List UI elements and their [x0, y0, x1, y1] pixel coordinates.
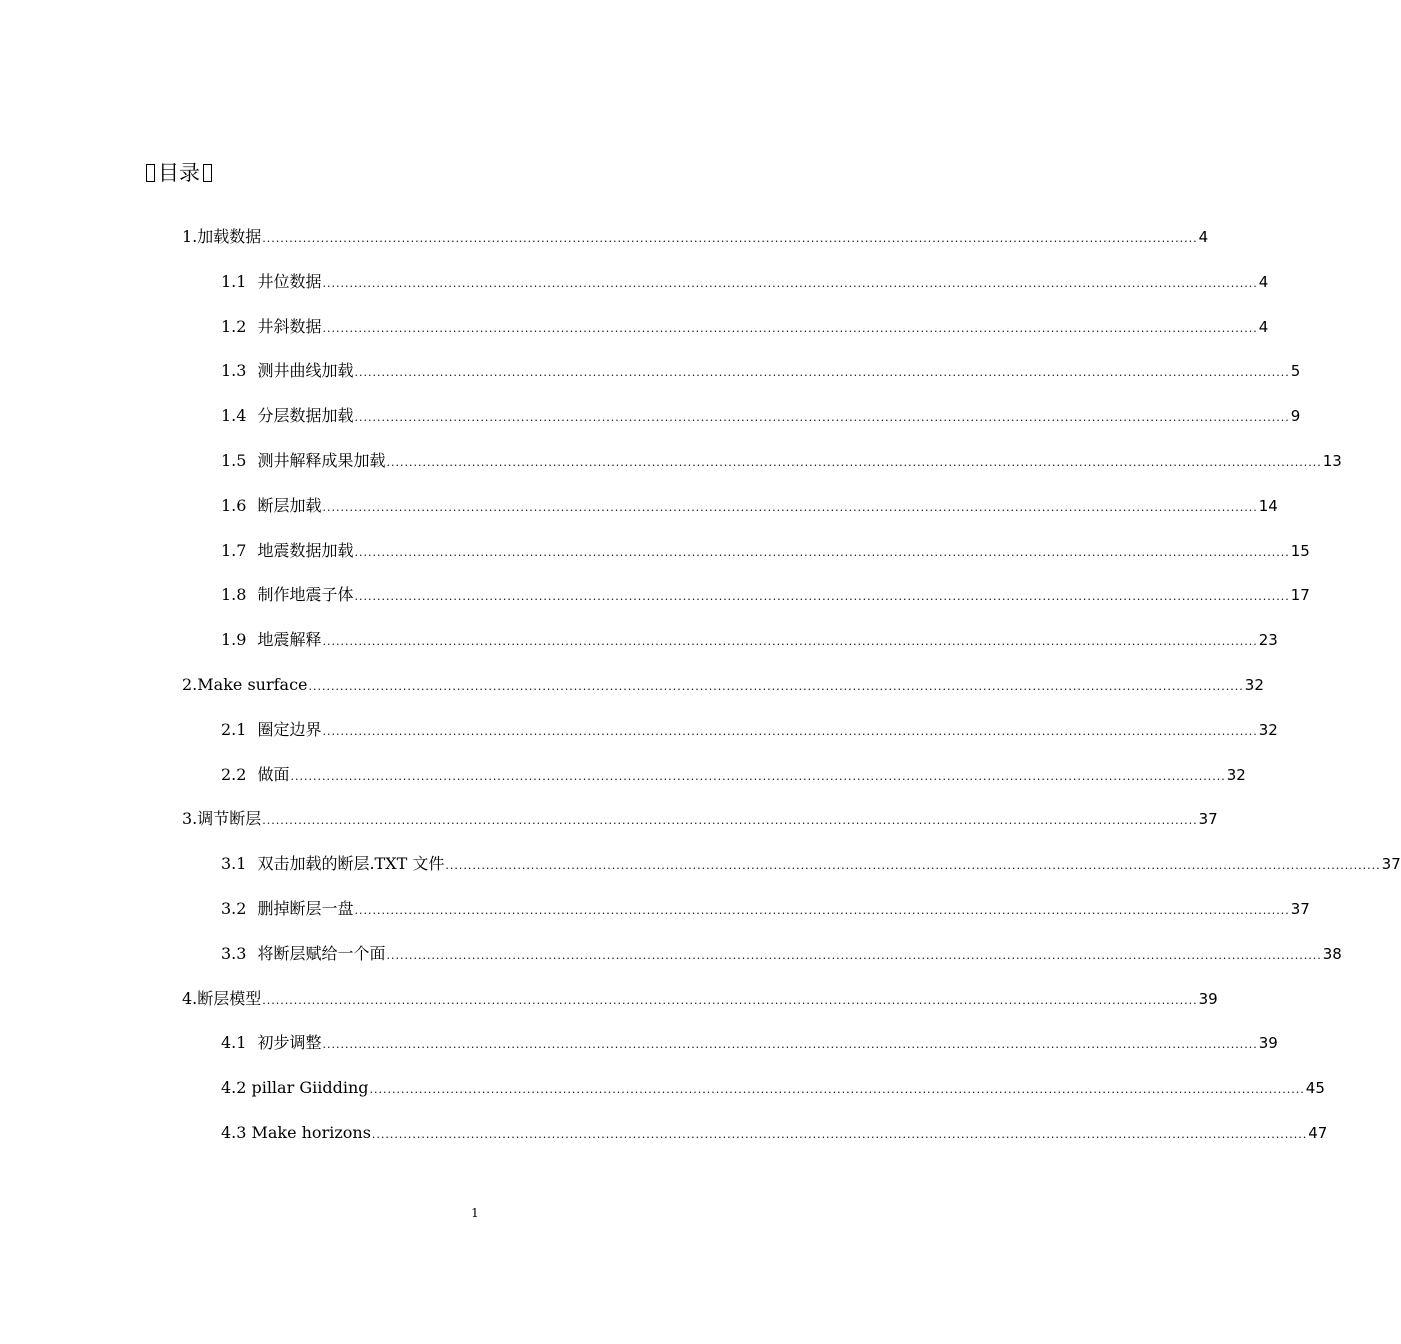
toc-entry-label: 分层数据加载	[257, 406, 354, 426]
toc-entry[interactable]	[221, 539, 1310, 565]
toc-entry-number: 4.2	[221, 1078, 247, 1098]
toc-entry-page: 32	[1226, 765, 1246, 784]
toc-entry-number: 4.3	[221, 1123, 247, 1142]
toc-entry[interactable]	[221, 942, 1342, 968]
toc-entry[interactable]	[221, 359, 1301, 385]
toc-entry-page: 15	[1290, 541, 1310, 560]
toc-entry-label: Make horizons	[251, 1123, 371, 1142]
toc-entry-number: 1.3	[221, 361, 247, 381]
toc-entry-page: 37	[1290, 900, 1310, 918]
toc-entry[interactable]	[221, 1121, 1328, 1147]
toc-entry-page: 38	[1322, 944, 1342, 963]
toc-entry-label: 井位数据	[257, 271, 322, 291]
toc-leader-dots: ................................................................................................................................................................................................................	[290, 769, 1226, 783]
toc-entry[interactable]	[182, 987, 1218, 1013]
toc-entry-label: 地震数据加载	[257, 540, 354, 560]
toc-entry[interactable]	[182, 673, 1264, 699]
toc-entry-label: 将断层赋给一个面	[257, 943, 386, 963]
toc-entry[interactable]	[221, 315, 1269, 341]
toc-entry-number: 3.1	[221, 854, 247, 874]
toc-entry-number: 1.1	[221, 271, 247, 291]
toc-entry-page: 17	[1290, 586, 1310, 605]
toc-entry-page: 37	[1198, 810, 1218, 829]
toc-entry-label: 测井解释成果加载	[257, 451, 386, 470]
toc-entry-label: 双击加载的断层.TXT 文件	[257, 854, 445, 874]
toc-entry[interactable]	[221, 1031, 1278, 1057]
toc-leader-dots: ................................................................................................................................................................................................................	[308, 680, 1244, 693]
toc-leader-dots: ................................................................................................................................................................................................................	[354, 411, 1290, 425]
toc-leader-dots: ................................................................................................................................................................................................................	[262, 993, 1198, 1007]
toc-leader-dots: ................................................................................................................................................................................................................	[354, 366, 1290, 380]
toc-entry[interactable]	[221, 718, 1278, 744]
toc-entry-label: 圈定边界	[257, 719, 322, 739]
page-number: 1	[471, 1206, 479, 1220]
toc-entry-number: 2.2	[221, 764, 247, 784]
toc-entry[interactable]	[182, 807, 1218, 833]
toc-entry-number: 4.1	[221, 1033, 247, 1053]
toc-entry-number: 1.8	[221, 585, 247, 605]
toc-entry[interactable]	[221, 583, 1310, 609]
toc-entry[interactable]	[221, 449, 1342, 475]
toc-entry-label: 测井曲线加载	[257, 361, 354, 381]
toc-entry-label: 加载数据	[197, 227, 262, 246]
toc-entry-page: 32	[1244, 676, 1264, 694]
toc-entry-number: 1.4	[221, 406, 247, 426]
toc-leader-dots: ................................................................................................................................................................................................................	[445, 859, 1381, 873]
toc-entry-number: 2.	[182, 675, 198, 694]
toc-entry-label: 调节断层	[197, 809, 262, 829]
toc-entry-page: 23	[1258, 631, 1278, 650]
toc-entry-label: 断层加载	[257, 495, 322, 515]
toc-entry-number: 1.5	[221, 451, 247, 470]
toc-entry-label: 制作地震子体	[257, 585, 354, 605]
toc-entry[interactable]	[221, 1076, 1325, 1102]
toc-entry-number: 3.	[182, 809, 198, 829]
toc-leader-dots: ................................................................................................................................................................................................................	[369, 1083, 1305, 1097]
toc-leader-dots: ................................................................................................................................................................................................................	[322, 1038, 1258, 1052]
toc-entry-label: Make surface	[197, 675, 308, 694]
toc-entry[interactable]	[221, 404, 1301, 430]
toc-entry-page: 45	[1305, 1079, 1325, 1098]
toc-entry-label: 地震解释	[257, 630, 322, 650]
toc-entry-label: 初步调整	[257, 1033, 322, 1053]
toc-entry-page: 47	[1308, 1124, 1328, 1142]
toc-leader-dots: ................................................................................................................................................................................................................	[386, 456, 1322, 469]
toc-entry-number: 1.2	[221, 316, 247, 336]
toc-entry-label: 做面	[257, 764, 290, 784]
toc-leader-dots: ................................................................................................................................................................................................................	[322, 321, 1258, 335]
toc-entry-label: 删掉断层一盘	[257, 899, 354, 918]
toc-entry-number: 1.6	[221, 495, 247, 515]
toc-entry-number: 1.9	[221, 630, 247, 650]
toc-entry[interactable]	[221, 852, 1401, 878]
toc-entry-label: 井斜数据	[257, 316, 322, 336]
toc-entry-number: 1.	[182, 227, 198, 246]
toc-entry-number: 4.	[182, 988, 198, 1008]
toc-entry-page: 4	[1198, 228, 1209, 246]
toc-entry-page: 39	[1198, 989, 1218, 1008]
toc-leader-dots: ................................................................................................................................................................................................................	[354, 904, 1290, 917]
toc-entry-page: 13	[1322, 452, 1342, 470]
toc-entry[interactable]	[221, 628, 1278, 654]
toc-entry-page: 4	[1258, 317, 1269, 336]
toc-entry-page: 9	[1290, 407, 1301, 426]
toc-entry-number: 1.7	[221, 540, 247, 560]
toc-entry-number: 3.3	[221, 943, 247, 963]
toc-entry-page: 4	[1258, 272, 1269, 291]
toc-leader-dots: ................................................................................................................................................................................................................	[322, 276, 1258, 290]
toc-entry-page: 5	[1290, 362, 1301, 381]
toc-entry-number: 3.2	[221, 899, 247, 918]
toc-entry[interactable]	[221, 763, 1246, 789]
toc-leader-dots: ................................................................................................................................................................................................................	[354, 590, 1290, 604]
toc-entry-page: 39	[1258, 1034, 1278, 1053]
toc-entry-page: 14	[1258, 496, 1278, 515]
toc-leader-dots: ................................................................................................................................................................................................................	[322, 635, 1258, 649]
toc-entry-label: 断层模型	[197, 988, 262, 1008]
toc-leader-dots: ................................................................................................................................................................................................................	[371, 1128, 1308, 1141]
toc-leader-dots: ................................................................................................................................................................................................................	[386, 948, 1322, 962]
toc-title-text: 目录	[158, 161, 200, 185]
toc-entry[interactable]	[221, 270, 1269, 296]
toc-entry-number: 2.1	[221, 719, 247, 739]
toc-leader-dots: ................................................................................................................................................................................................................	[354, 545, 1290, 559]
toc-entry[interactable]	[182, 225, 1209, 251]
toc-leader-dots: ................................................................................................................................................................................................................	[262, 814, 1198, 828]
toc-leader-dots: ................................................................................................................................................................................................................	[322, 500, 1258, 514]
toc-leader-dots: ................................................................................................................................................................................................................	[262, 232, 1198, 245]
toc-entry-page: 37	[1381, 855, 1401, 874]
toc-entry-label: pillar Giidding	[251, 1078, 369, 1098]
toc-entry[interactable]	[221, 494, 1278, 520]
toc-entry[interactable]	[221, 897, 1310, 923]
toc-leader-dots: ................................................................................................................................................................................................................	[322, 724, 1258, 738]
toc-entry-page: 32	[1258, 720, 1278, 739]
